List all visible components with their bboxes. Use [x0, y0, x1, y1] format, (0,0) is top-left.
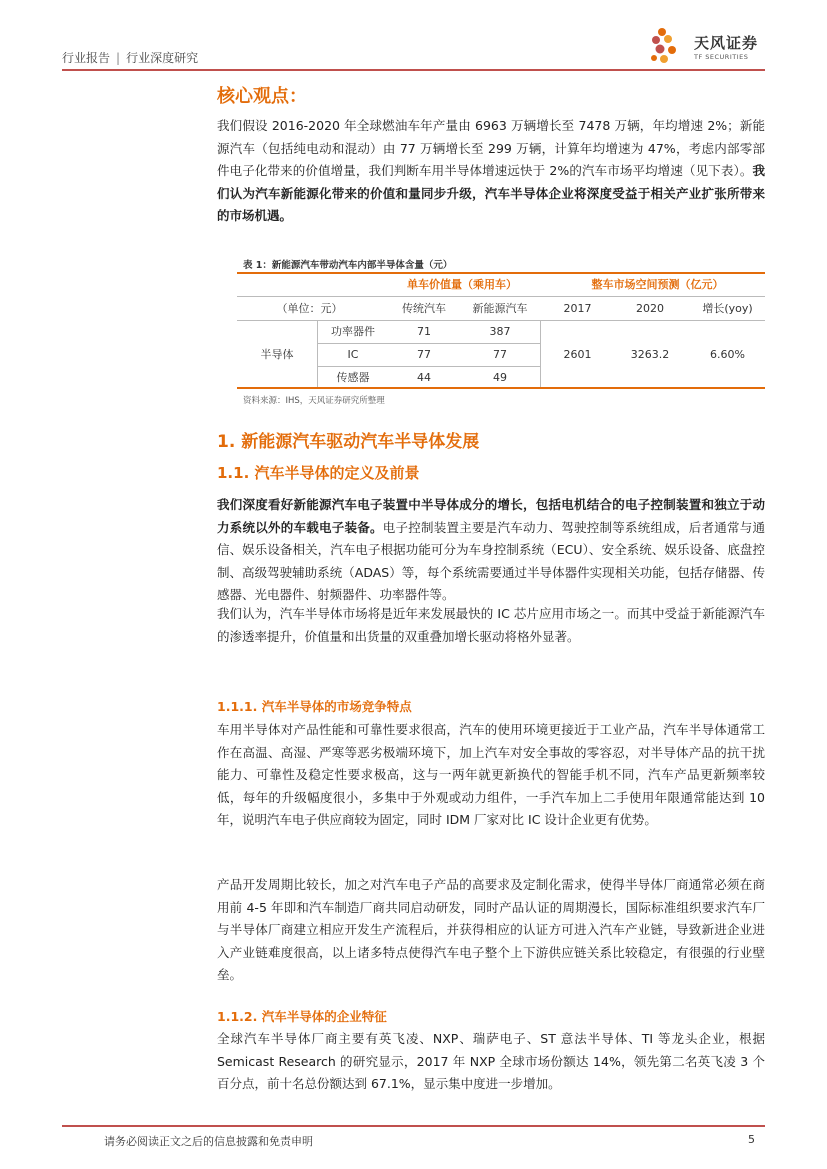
- table-bottom-rule: [237, 387, 765, 389]
- table-source: 资料来源：IHS，天风证券研究所整理: [243, 396, 385, 406]
- table-rule: [318, 366, 540, 367]
- table-market-growth: 6.60%: [710, 348, 745, 361]
- paragraph-bold-lead: 我们深度看好新能源汽车电子装置中半导体成分的增长，包括电机结合的电子控制装置和独立于动力系统以外的车载电子装备。: [217, 497, 765, 535]
- table-caption: 表 1：新能源汽车带动汽车内部半导体含量（元）: [243, 260, 453, 271]
- header-divider: [62, 69, 765, 71]
- footer-disclaimer: 请务必阅读正文之后的信息披露和免责申明: [104, 1135, 313, 1148]
- table-row-group-label: 半导体: [260, 348, 294, 361]
- core-viewpoint-paragraph: [217, 115, 765, 228]
- table-cell: 77: [493, 348, 507, 361]
- table-cell: 387: [489, 325, 511, 338]
- table-unit-label: （单位：元）: [276, 302, 343, 315]
- core-paragraph-normal: 我们假设 2016-2020 年全球燃油车年产量由 6963 万辆增长至 7478 万辆，年均增速 2%；新能源汽车（包括纯电动和混动）由 77 万辆增长至 299 万辆，计算年均增速为 47%，考虑内部零部件电子化带来的价值增量，我们判断车用半导体增速远快于 2%的汽车市场平均增速（见下表）。: [217, 118, 765, 178]
- table-cell: 71: [417, 325, 431, 338]
- table-col-traditional: 传统汽车: [402, 302, 446, 315]
- table-cell: 49: [493, 371, 507, 384]
- table-rule: [318, 343, 540, 344]
- logo-english-name: TF SECURITIES: [694, 53, 749, 61]
- table-rule: [540, 321, 541, 387]
- section-1-1-2-title: 1.1.2. 汽车半导体的企业特征: [217, 1009, 387, 1024]
- table-rule: [237, 296, 765, 297]
- table-row-name: 功率器件: [331, 325, 375, 338]
- core-viewpoint-title: 核心观点：: [217, 86, 307, 107]
- logo-chinese-name: 天风证券: [694, 34, 759, 52]
- table-cell: 77: [417, 348, 431, 361]
- table-row-name: 传感器: [336, 371, 370, 384]
- section-1-1-2-paragraph: 全球汽车半导体厂商主要有英飞凌、NXP、瑞萨电子、ST 意法半导体、TI 等龙头企业，根据 Semicast Research 的研究显示，2017 年 NXP 全球市场份额达 14%，领先第二名英飞凌 3 个百分点，前十名总份额达到 67.1%，显示集中度进一步增加。: [217, 1031, 765, 1091]
- section-1-1-paragraph-2: 我们认为，汽车半导体市场将是近年来发展最快的 IC 芯片应用市场之一。而其中受益于新能源汽车的渗透率提升，价值量和出货量的双重叠加增长驱动将格外显著。: [217, 606, 765, 644]
- table-group-unit-value: 单车价值量（乘用车）: [407, 278, 517, 291]
- report-category-header: [62, 49, 198, 66]
- report-subcategory: 行业深度研究: [126, 51, 199, 65]
- table-group-market: 整车市场空间预测（亿元）: [591, 278, 724, 291]
- section-1-1-paragraph-1: [217, 494, 765, 607]
- footer-divider: [62, 1125, 765, 1127]
- section-1-1-title: 1.1. 汽车半导体的定义及前景: [217, 464, 420, 482]
- table-market-2020: 3263.2: [630, 348, 670, 361]
- section-1-title: 1. 新能源汽车驱动汽车半导体发展: [217, 432, 480, 452]
- table-col-2020: 2020: [636, 302, 664, 315]
- section-1-1-1-paragraph-2: 产品开发周期比较长，加之对汽车电子产品的高要求及定制化需求，使得半导体厂商通常必须在商用前 4-5 年即和汽车制造厂商共同启动研发，同时产品认证的周期漫长，国际标准组织要求汽车厂与半导体厂商建立相应开发生产流程后，并获得相应的认证方可进入汽车产业链，导致新进企业进入产业链难度很高，以上诸多特点使得汽车电子整个上下游供应链关系比较稳定，有很强的行业壁垒。: [217, 877, 765, 982]
- table-top-rule: [237, 272, 765, 274]
- section-1-1-1-paragraph-1: 车用半导体对产品性能和可靠性要求很高，汽车的使用环境更接近于工业产品，汽车半导体通常工作在高温、高湿、严寒等恶劣极端环境下，加上汽车对安全事故的零容忍，对半导体产品的抗干扰能力、可靠性及稳定性要求极高，这与一两年就更新换代的智能手机不同，汽车产品更新频率较低，每年的升级幅度很小，多集中于外观或动力组件，一手汽车加上二手使用年限通常能达到 10 年，说明汽车电子供应商较为固定，同时 IDM 厂家对比 IC 设计企业更有优势。: [217, 722, 765, 827]
- report-category: 行业报告: [62, 51, 111, 65]
- table-cell: 44: [417, 371, 431, 384]
- table-col-growth: 增长(yoy): [702, 302, 753, 315]
- core-paragraph-bold: 我们认为汽车新能源化带来的价值和量同步升级，汽车半导体企业将深度受益于相关产业扩张所带来的市场机遇。: [217, 163, 765, 223]
- page-number: 5: [748, 1133, 755, 1146]
- table-col-2017: 2017: [563, 302, 592, 315]
- header-separator: |: [116, 51, 121, 65]
- table-col-nev: 新能源汽车: [472, 302, 528, 315]
- paragraph-body: 电子控制装置主要是汽车动力、驾驶控制等系统组成，后者通常与通信、娱乐设备相关，汽车电子根据功能可分为车身控制系统（ECU）、安全系统、娱乐设备、底盘控制、高级驾驶辅助系统（ADAS）等，每个系统需要通过半导体器件实现相关功能，包括存储器、传感器、光电器件、射频器件、功率器件等。: [217, 519, 765, 602]
- section-1-1-1-title: 1.1.1. 汽车半导体的市场竞争特点: [217, 699, 412, 714]
- table-row-name: IC: [347, 348, 359, 361]
- table-market-2017: 2601: [563, 348, 592, 361]
